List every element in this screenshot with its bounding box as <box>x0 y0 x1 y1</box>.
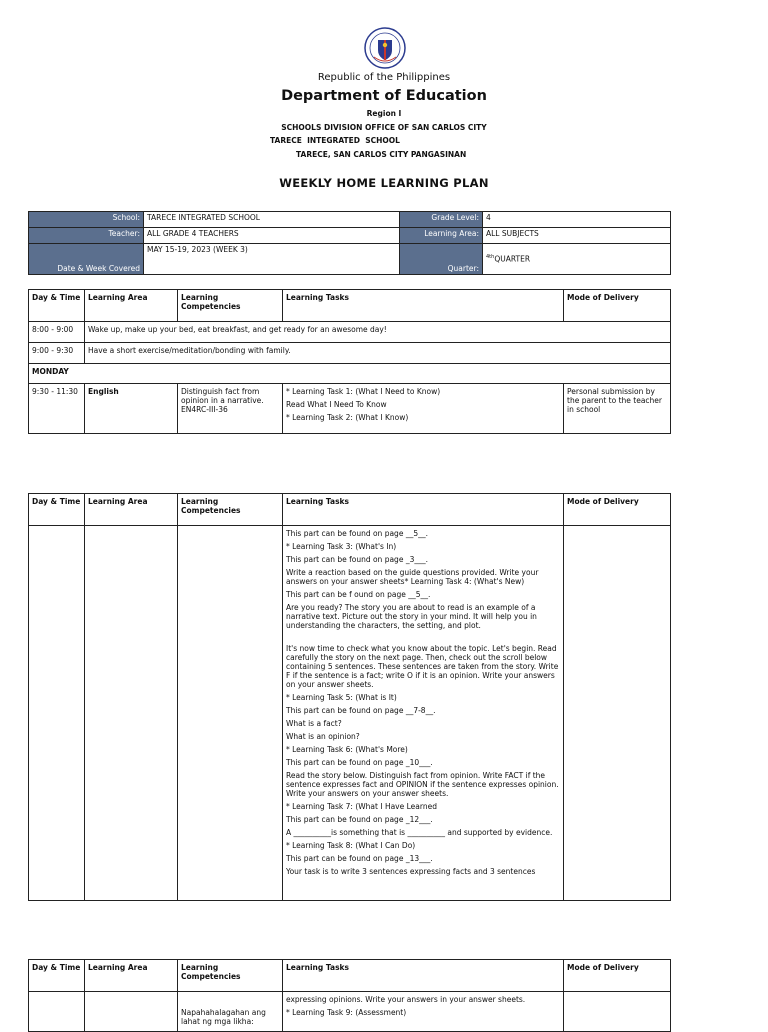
department-title: Department of Education <box>281 88 487 104</box>
division-text: SCHOOLS DIVISION OFFICE OF SAN CARLOS CITY <box>281 123 487 132</box>
col-tasks: Learning Tasks <box>283 290 564 322</box>
empty-cell <box>29 992 85 1032</box>
schedule-table-3 <box>28 959 671 1032</box>
empty-cell <box>564 992 671 1032</box>
row-tasks <box>283 992 564 1032</box>
date-label: Date & Week Covered <box>29 244 144 275</box>
grade-value: 4 <box>483 212 671 228</box>
col-area: Learning Area <box>85 960 178 992</box>
task-line: * Learning Task 6: (What's More) <box>286 745 408 754</box>
col-comp: Learning Competencies <box>178 290 283 322</box>
col-area: Learning Area <box>85 290 178 322</box>
task-line: This part can be found on page __5__. <box>286 529 428 538</box>
row-comp: Distinguish fact from opinion in a narrative. EN4RC-III-36 <box>178 384 283 434</box>
task-line: Read What I Need To Know <box>286 400 387 409</box>
row-text: Wake up, make up your bed, eat breakfast, and get ready for an awesome day! <box>85 322 671 343</box>
task-line: * Learning Task 3: (What's In) <box>286 542 397 551</box>
row-tasks <box>283 384 564 434</box>
teacher-label: Teacher: <box>29 228 144 244</box>
task-line: expressing opinions. Write your answers in your answer sheets. <box>286 995 526 1004</box>
task-line: This part can be found on page _13___. <box>286 854 433 863</box>
col-day: Day & Time <box>29 290 85 322</box>
task-line: * Learning Task 1: (What I Need to Know) <box>286 387 441 396</box>
empty-cell <box>29 526 85 901</box>
col-mode: Mode of Delivery <box>564 290 671 322</box>
republic-text: Republic of the Philippines <box>317 72 451 83</box>
task-line: This part can be found on page _12___. <box>286 815 433 824</box>
row-mode: Personal submission by the parent to the teacher in school <box>564 384 671 434</box>
col-comp: Learning Competencies <box>178 494 283 526</box>
task-line: A __________is something that is __________ and supported by evidence. <box>286 828 553 837</box>
schedule-table-1 <box>28 289 671 434</box>
empty-cell <box>85 992 178 1032</box>
address-text: TARECE, SAN CARLOS CITY PANGASINAN <box>296 150 467 159</box>
area-label: Learning Area: <box>400 228 483 244</box>
region-text: Region I <box>366 109 402 118</box>
quarter-sup: 4th <box>486 254 495 261</box>
deped-seal-icon <box>364 27 406 69</box>
task-line: This part can be found on page _3___. <box>286 555 428 564</box>
task-line: Your task is to write 3 sentences expressing facts and 3 sentences <box>286 867 536 876</box>
task-line: * Learning Task 2: (What I Know) <box>286 413 409 422</box>
row-comp: Napahahalagahan ang lahat ng mga likha: <box>178 992 283 1032</box>
date-value: MAY 15-19, 2023 (WEEK 3) <box>144 244 400 275</box>
task-line: Are you ready? The story you are about to read is an example of a narrative text. Picture out the story in your mind. It will help you in understanding the characters, the setting, and plot. <box>286 603 537 630</box>
table-row <box>29 364 671 384</box>
task-line: * Learning Task 9: (Assessment) <box>286 1008 407 1017</box>
task-line: What is an opinion? <box>286 732 360 741</box>
empty-cell <box>178 526 283 901</box>
task-spacer <box>286 634 560 640</box>
task-line: This part can be found on page __7-8__. <box>286 706 436 715</box>
empty-cell <box>564 526 671 901</box>
task-line: * Learning Task 8: (What I Can Do) <box>286 841 416 850</box>
quarter-value: QUARTER <box>494 254 531 264</box>
row-time: 9:30 - 11:30 <box>29 384 85 434</box>
col-day: Day & Time <box>29 960 85 992</box>
row-time: 8:00 - 9:00 <box>29 322 85 343</box>
row-tasks <box>283 526 564 901</box>
table-row <box>29 992 671 1032</box>
task-line: This part can be found on page _10___. <box>286 758 433 767</box>
col-day: Day & Time <box>29 494 85 526</box>
table-header-row <box>29 290 671 322</box>
teacher-value: ALL GRADE 4 TEACHERS <box>144 228 400 244</box>
task-line: * Learning Task 7: (What I Have Learned <box>286 802 437 811</box>
task-line: * Learning Task 5: (What is It) <box>286 693 397 702</box>
task-line: What is a fact? <box>286 719 342 728</box>
grade-label: Grade Level: <box>400 212 483 228</box>
school-name-text: TARECE INTEGRATED SCHOOL <box>270 136 400 145</box>
school-value: TARECE INTEGRATED SCHOOL <box>144 212 400 228</box>
col-mode: Mode of Delivery <box>564 960 671 992</box>
row-time: 9:00 - 9:30 <box>29 343 85 364</box>
col-area: Learning Area <box>85 494 178 526</box>
quarter-label: Quarter: <box>400 244 483 275</box>
task-line: This part can be f ound on page __5__. <box>286 590 431 599</box>
table-row <box>29 384 671 434</box>
quarter-value-cell <box>483 244 671 275</box>
day-label: MONDAY <box>29 364 671 384</box>
row-area: English <box>85 384 178 434</box>
task-line: It's now time to check what you know about the topic. Let's begin. Read carefully the story on the next page. Then, check out the scroll below containing 5 sentences. These sentences are taken from the story. Write F if the sentence is a fact; write O if it is an opinion. Write your answers on your answer sheets. <box>286 644 559 689</box>
schedule-table-2 <box>28 493 671 901</box>
area-value: ALL SUBJECTS <box>483 228 671 244</box>
col-mode: Mode of Delivery <box>564 494 671 526</box>
col-tasks: Learning Tasks <box>283 494 564 526</box>
task-line: Read the story below. Distinguish fact from opinion. Write FACT if the sentence expresses fact and OPINION if the sentence expresses opinion. Write your answers on your answer sheets. <box>286 771 559 798</box>
table-row <box>29 526 671 901</box>
col-comp: Learning Competencies <box>178 960 283 992</box>
row-text: Have a short exercise/meditation/bonding with family. <box>85 343 671 364</box>
school-label: School: <box>29 212 144 228</box>
task-line: Write a reaction based on the guide questions provided. Write your answers on your answer sheets* Learning Task 4: (What's New) <box>286 568 539 586</box>
info-table <box>28 211 671 275</box>
table-header-row <box>29 960 671 992</box>
table-row <box>29 322 671 343</box>
plan-title: WEEKLY HOME LEARNING PLAN <box>279 176 489 190</box>
table-header-row <box>29 494 671 526</box>
table-row <box>29 343 671 364</box>
col-tasks: Learning Tasks <box>283 960 564 992</box>
empty-cell <box>85 526 178 901</box>
